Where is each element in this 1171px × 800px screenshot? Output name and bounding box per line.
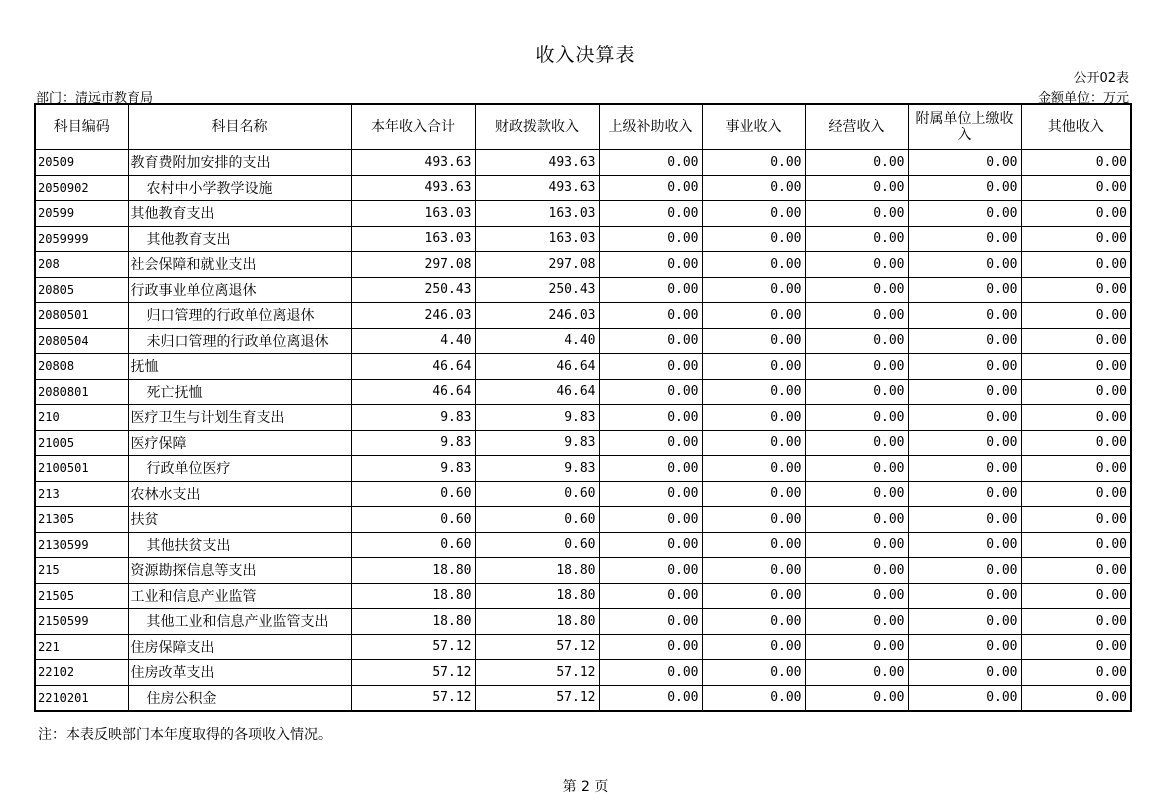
table-row	[35, 456, 1131, 482]
cell-fiscal: 9.83	[475, 405, 599, 431]
cell-total: 9.83	[351, 405, 475, 431]
cell-subsidiary: 0.00	[908, 481, 1021, 507]
cell-subsidiary: 0.00	[908, 405, 1021, 431]
cell-code: 21505	[35, 583, 128, 609]
cell-total: 18.80	[351, 583, 475, 609]
cell-subsidiary: 0.00	[908, 583, 1021, 609]
table-row	[35, 507, 1131, 533]
cell-total: 163.03	[351, 201, 475, 227]
cell-other: 0.00	[1021, 532, 1131, 558]
page-title: 收入决算表	[535, 44, 636, 66]
cell-other: 0.00	[1021, 583, 1131, 609]
cell-superior: 0.00	[599, 558, 702, 584]
cell-code: 20599	[35, 201, 128, 227]
cell-code: 2080504	[35, 328, 128, 354]
cell-business: 0.00	[702, 456, 805, 482]
cell-subsidiary: 0.00	[908, 303, 1021, 329]
column-header-operating: 经营收入	[805, 104, 908, 150]
cell-code: 20805	[35, 277, 128, 303]
cell-superior: 0.00	[599, 354, 702, 380]
cell-business: 0.00	[702, 609, 805, 635]
cell-total: 0.60	[351, 481, 475, 507]
cell-fiscal: 4.40	[475, 328, 599, 354]
cell-operating: 0.00	[805, 430, 908, 456]
table-row	[35, 252, 1131, 278]
table-header-row	[35, 104, 1131, 150]
cell-total: 57.12	[351, 685, 475, 711]
cell-operating: 0.00	[805, 532, 908, 558]
cell-operating: 0.00	[805, 609, 908, 635]
cell-business: 0.00	[702, 481, 805, 507]
cell-superior: 0.00	[599, 303, 702, 329]
table-row	[35, 583, 1131, 609]
cell-fiscal: 18.80	[475, 583, 599, 609]
cell-operating: 0.00	[805, 354, 908, 380]
column-header-fiscal: 财政拨款收入	[475, 104, 599, 150]
cell-code: 213	[35, 481, 128, 507]
cell-operating: 0.00	[805, 226, 908, 252]
cell-superior: 0.00	[599, 226, 702, 252]
cell-other: 0.00	[1021, 634, 1131, 660]
cell-other: 0.00	[1021, 303, 1131, 329]
cell-fiscal: 18.80	[475, 609, 599, 635]
cell-code: 210	[35, 405, 128, 431]
cell-operating: 0.00	[805, 277, 908, 303]
cell-business: 0.00	[702, 558, 805, 584]
table-row	[35, 405, 1131, 431]
cell-operating: 0.00	[805, 507, 908, 533]
cell-total: 18.80	[351, 609, 475, 635]
cell-name: 其他工业和信息产业监管支出	[128, 609, 351, 635]
column-header-business: 事业收入	[702, 104, 805, 150]
cell-other: 0.00	[1021, 201, 1131, 227]
cell-code: 2130599	[35, 532, 128, 558]
cell-other: 0.00	[1021, 507, 1131, 533]
table-row	[35, 430, 1131, 456]
cell-code: 221	[35, 634, 128, 660]
cell-code: 20509	[35, 150, 128, 176]
cell-superior: 0.00	[599, 583, 702, 609]
cell-operating: 0.00	[805, 456, 908, 482]
cell-code: 20808	[35, 354, 128, 380]
cell-total: 46.64	[351, 354, 475, 380]
cell-superior: 0.00	[599, 609, 702, 635]
column-header-name: 科目名称	[128, 104, 351, 150]
cell-superior: 0.00	[599, 507, 702, 533]
cell-fiscal: 250.43	[475, 277, 599, 303]
cell-business: 0.00	[702, 583, 805, 609]
cell-business: 0.00	[702, 252, 805, 278]
cell-operating: 0.00	[805, 150, 908, 176]
cell-superior: 0.00	[599, 150, 702, 176]
cell-business: 0.00	[702, 660, 805, 686]
cell-total: 57.12	[351, 660, 475, 686]
cell-fiscal: 163.03	[475, 201, 599, 227]
cell-name: 行政单位医疗	[128, 456, 351, 482]
cell-code: 2210201	[35, 685, 128, 711]
cell-fiscal: 46.64	[475, 354, 599, 380]
cell-fiscal: 493.63	[475, 175, 599, 201]
cell-fiscal: 9.83	[475, 430, 599, 456]
cell-superior: 0.00	[599, 532, 702, 558]
cell-subsidiary: 0.00	[908, 379, 1021, 405]
cell-name: 农村中小学教学设施	[128, 175, 351, 201]
cell-total: 9.83	[351, 456, 475, 482]
cell-name: 社会保障和就业支出	[128, 252, 351, 278]
table-row	[35, 660, 1131, 686]
cell-superior: 0.00	[599, 379, 702, 405]
cell-name: 行政事业单位离退休	[128, 277, 351, 303]
cell-code: 2050902	[35, 175, 128, 201]
cell-fiscal: 57.12	[475, 660, 599, 686]
cell-total: 297.08	[351, 252, 475, 278]
cell-other: 0.00	[1021, 277, 1131, 303]
cell-superior: 0.00	[599, 430, 702, 456]
cell-name: 死亡抚恤	[128, 379, 351, 405]
cell-other: 0.00	[1021, 354, 1131, 380]
cell-operating: 0.00	[805, 201, 908, 227]
cell-fiscal: 18.80	[475, 558, 599, 584]
cell-subsidiary: 0.00	[908, 558, 1021, 584]
cell-code: 2100501	[35, 456, 128, 482]
cell-other: 0.00	[1021, 150, 1131, 176]
table-row	[35, 328, 1131, 354]
cell-total: 493.63	[351, 150, 475, 176]
cell-operating: 0.00	[805, 405, 908, 431]
cell-superior: 0.00	[599, 405, 702, 431]
cell-subsidiary: 0.00	[908, 201, 1021, 227]
cell-subsidiary: 0.00	[908, 175, 1021, 201]
column-header-subsidiary: 附属单位上缴收入	[908, 104, 1021, 150]
cell-business: 0.00	[702, 150, 805, 176]
cell-total: 46.64	[351, 379, 475, 405]
table-row	[35, 354, 1131, 380]
cell-total: 9.83	[351, 430, 475, 456]
cell-operating: 0.00	[805, 660, 908, 686]
cell-code: 2059999	[35, 226, 128, 252]
cell-other: 0.00	[1021, 456, 1131, 482]
table-row	[35, 481, 1131, 507]
table-row	[35, 379, 1131, 405]
cell-name: 工业和信息产业监管	[128, 583, 351, 609]
cell-superior: 0.00	[599, 252, 702, 278]
cell-total: 4.40	[351, 328, 475, 354]
cell-operating: 0.00	[805, 175, 908, 201]
cell-code: 215	[35, 558, 128, 584]
column-header-code: 科目编码	[35, 104, 128, 150]
cell-business: 0.00	[702, 532, 805, 558]
cell-other: 0.00	[1021, 481, 1131, 507]
cell-fiscal: 493.63	[475, 150, 599, 176]
cell-total: 246.03	[351, 303, 475, 329]
cell-other: 0.00	[1021, 430, 1131, 456]
cell-business: 0.00	[702, 634, 805, 660]
cell-operating: 0.00	[805, 481, 908, 507]
table-row	[35, 201, 1131, 227]
cell-name: 其他扶贫支出	[128, 532, 351, 558]
cell-superior: 0.00	[599, 277, 702, 303]
cell-name: 住房保障支出	[128, 634, 351, 660]
cell-business: 0.00	[702, 685, 805, 711]
cell-superior: 0.00	[599, 328, 702, 354]
cell-name: 扶贫	[128, 507, 351, 533]
cell-code: 21305	[35, 507, 128, 533]
cell-business: 0.00	[702, 175, 805, 201]
cell-fiscal: 0.60	[475, 507, 599, 533]
cell-fiscal: 57.12	[475, 634, 599, 660]
column-header-total: 本年收入合计	[351, 104, 475, 150]
cell-operating: 0.00	[805, 685, 908, 711]
cell-fiscal: 57.12	[475, 685, 599, 711]
cell-fiscal: 246.03	[475, 303, 599, 329]
cell-business: 0.00	[702, 201, 805, 227]
cell-other: 0.00	[1021, 660, 1131, 686]
page-number: 第 2 页	[562, 779, 609, 795]
cell-other: 0.00	[1021, 175, 1131, 201]
cell-total: 0.60	[351, 507, 475, 533]
cell-total: 57.12	[351, 634, 475, 660]
cell-superior: 0.00	[599, 201, 702, 227]
table-row	[35, 558, 1131, 584]
form-number: 公开02表	[1073, 71, 1129, 86]
cell-subsidiary: 0.00	[908, 532, 1021, 558]
cell-business: 0.00	[702, 303, 805, 329]
cell-operating: 0.00	[805, 379, 908, 405]
cell-name: 未归口管理的行政单位离退休	[128, 328, 351, 354]
cell-subsidiary: 0.00	[908, 685, 1021, 711]
cell-superior: 0.00	[599, 685, 702, 711]
cell-operating: 0.00	[805, 328, 908, 354]
cell-total: 493.63	[351, 175, 475, 201]
cell-code: 208	[35, 252, 128, 278]
cell-name: 抚恤	[128, 354, 351, 380]
table-row	[35, 303, 1131, 329]
cell-name: 农林水支出	[128, 481, 351, 507]
amount-unit-label: 金额单位：万元	[1037, 91, 1129, 106]
cell-business: 0.00	[702, 328, 805, 354]
cell-other: 0.00	[1021, 379, 1131, 405]
cell-name: 其他教育支出	[128, 226, 351, 252]
cell-fiscal: 9.83	[475, 456, 599, 482]
table-row	[35, 226, 1131, 252]
table-row	[35, 150, 1131, 176]
cell-superior: 0.00	[599, 634, 702, 660]
cell-subsidiary: 0.00	[908, 354, 1021, 380]
cell-other: 0.00	[1021, 405, 1131, 431]
cell-name: 其他教育支出	[128, 201, 351, 227]
cell-code: 2080801	[35, 379, 128, 405]
cell-superior: 0.00	[599, 175, 702, 201]
cell-code: 2080501	[35, 303, 128, 329]
cell-subsidiary: 0.00	[908, 507, 1021, 533]
cell-subsidiary: 0.00	[908, 277, 1021, 303]
column-header-other: 其他收入	[1021, 104, 1131, 150]
cell-superior: 0.00	[599, 481, 702, 507]
table-row	[35, 685, 1131, 711]
cell-subsidiary: 0.00	[908, 150, 1021, 176]
cell-superior: 0.00	[599, 660, 702, 686]
cell-code: 22102	[35, 660, 128, 686]
cell-subsidiary: 0.00	[908, 430, 1021, 456]
table-row	[35, 609, 1131, 635]
cell-total: 0.60	[351, 532, 475, 558]
cell-other: 0.00	[1021, 328, 1131, 354]
cell-superior: 0.00	[599, 456, 702, 482]
cell-fiscal: 46.64	[475, 379, 599, 405]
cell-operating: 0.00	[805, 634, 908, 660]
table-note: 注：本表反映部门本年度取得的各项收入情况。	[38, 727, 332, 743]
cell-subsidiary: 0.00	[908, 456, 1021, 482]
cell-business: 0.00	[702, 430, 805, 456]
table-row	[35, 277, 1131, 303]
cell-name: 资源勘探信息等支出	[128, 558, 351, 584]
cell-total: 250.43	[351, 277, 475, 303]
cell-other: 0.00	[1021, 685, 1131, 711]
cell-operating: 0.00	[805, 303, 908, 329]
cell-name: 归口管理的行政单位离退休	[128, 303, 351, 329]
department-label: 部门：清远市教育局	[36, 91, 154, 106]
cell-other: 0.00	[1021, 558, 1131, 584]
cell-business: 0.00	[702, 226, 805, 252]
cell-business: 0.00	[702, 354, 805, 380]
cell-business: 0.00	[702, 405, 805, 431]
cell-business: 0.00	[702, 379, 805, 405]
table-row	[35, 175, 1131, 201]
cell-operating: 0.00	[805, 252, 908, 278]
cell-subsidiary: 0.00	[908, 634, 1021, 660]
cell-subsidiary: 0.00	[908, 609, 1021, 635]
table-row	[35, 634, 1131, 660]
cell-subsidiary: 0.00	[908, 226, 1021, 252]
cell-fiscal: 0.60	[475, 481, 599, 507]
cell-name: 医疗保障	[128, 430, 351, 456]
cell-total: 163.03	[351, 226, 475, 252]
cell-subsidiary: 0.00	[908, 660, 1021, 686]
table-row	[35, 532, 1131, 558]
cell-business: 0.00	[702, 277, 805, 303]
cell-operating: 0.00	[805, 583, 908, 609]
column-header-superior: 上级补助收入	[599, 104, 702, 150]
cell-code: 21005	[35, 430, 128, 456]
cell-name: 教育费附加安排的支出	[128, 150, 351, 176]
cell-subsidiary: 0.00	[908, 328, 1021, 354]
cell-subsidiary: 0.00	[908, 252, 1021, 278]
cell-fiscal: 297.08	[475, 252, 599, 278]
cell-fiscal: 163.03	[475, 226, 599, 252]
cell-other: 0.00	[1021, 226, 1131, 252]
cell-operating: 0.00	[805, 558, 908, 584]
cell-name: 医疗卫生与计划生育支出	[128, 405, 351, 431]
cell-name: 住房公积金	[128, 685, 351, 711]
cell-code: 2150599	[35, 609, 128, 635]
cell-fiscal: 0.60	[475, 532, 599, 558]
cell-business: 0.00	[702, 507, 805, 533]
cell-other: 0.00	[1021, 609, 1131, 635]
cell-name: 住房改革支出	[128, 660, 351, 686]
income-table	[34, 103, 1132, 712]
cell-other: 0.00	[1021, 252, 1131, 278]
cell-total: 18.80	[351, 558, 475, 584]
